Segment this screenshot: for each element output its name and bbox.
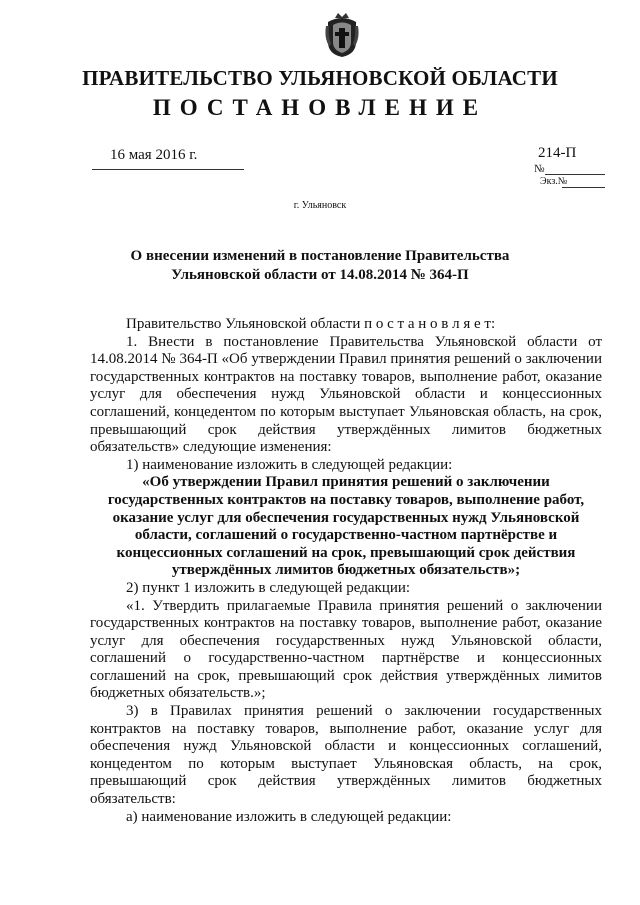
date-underline: [92, 169, 244, 170]
title-line-2: Ульяновской области от 14.08.2014 № 364-П: [171, 267, 469, 283]
paragraph-preamble: Правительство Ульяновской области п о с т а н о в л я е т:: [126, 316, 496, 332]
document-number: 214-П: [538, 145, 577, 161]
coat-of-arms-icon: [325, 12, 359, 58]
paragraph-item-1: 1. Внести в постановление Правительства Ульяновской области от 14.08.2014 № 364-П «Об утверждении Правил принятия решений о заключении государственных контрактов на поставку товаров, выполнение работ, оказание услуг для обеспечения нужд Ульяновской области и концессионных соглашений, концедентом по которым выступает Ульяновская область, на срок, превышающий срок действия утверждённых лимитов бюджетных обязательств» следующие изменения:: [90, 333, 602, 456]
paragraph-new-title: «Об утверждении Правил принятия решений о заключении государственных контрактов на поставку товаров, выполнение работ, оказание услуг для обеспечения государственных нужд Ульяновской области, соглашений о государственно-частном партнёрстве и концессионных соглашений на срок, превышающий срок действия утверждённых лимитов бюджетных обязательств»;: [107, 474, 585, 579]
paragraph-subitem-2: 2) пункт 1 изложить в следующей редакции:: [126, 579, 411, 596]
number-underline: [545, 174, 605, 175]
paragraph-point-1-text: «1. Утвердить прилагаемые Правила принятия решений о заключении государственных контрактов на поставку товаров, выполнение работ, оказание услуг для обеспечения государственных нужд Ульяновской области, соглашений о государственно-частном партнёрстве и концессионных соглашений на срок, превышающий срок действия утверждённых лимитов бюджетных обязательств.»;: [90, 597, 602, 702]
document-title: [0, 247, 640, 285]
copy-underline: [562, 187, 605, 188]
paragraph-subitem-a: а) наименование изложить в следующей редакции:: [126, 808, 452, 825]
city-name: г. Ульяновск: [293, 200, 347, 211]
document-body: [90, 316, 602, 826]
copy-label: Экз.№: [540, 176, 568, 187]
paragraph-subitem-3: 3) в Правилах принятия решений о заключении государственных контрактов на поставку товаров, выполнение работ, оказание услуг для обеспечения нужд Ульяновской области и концессионных соглашений, концедентом по которым выступает Ульяновская область, на срок, превышающий срок действия утверждённых лимитов бюджетных обязательств:: [90, 703, 602, 808]
title-line-1: О внесении изменений в постановление Правительства: [130, 248, 510, 264]
document-type: ПОСТАНОВЛЕНИЕ: [152, 95, 488, 120]
number-sign: №: [534, 163, 545, 175]
document-date: 16 мая 2016 г.: [110, 147, 198, 163]
paragraph-subitem-1: 1) наименование изложить в следующей редакции:: [126, 456, 453, 473]
organization-name: ПРАВИТЕЛЬСТВО УЛЬЯНОВСКОЙ ОБЛАСТИ: [82, 66, 558, 90]
